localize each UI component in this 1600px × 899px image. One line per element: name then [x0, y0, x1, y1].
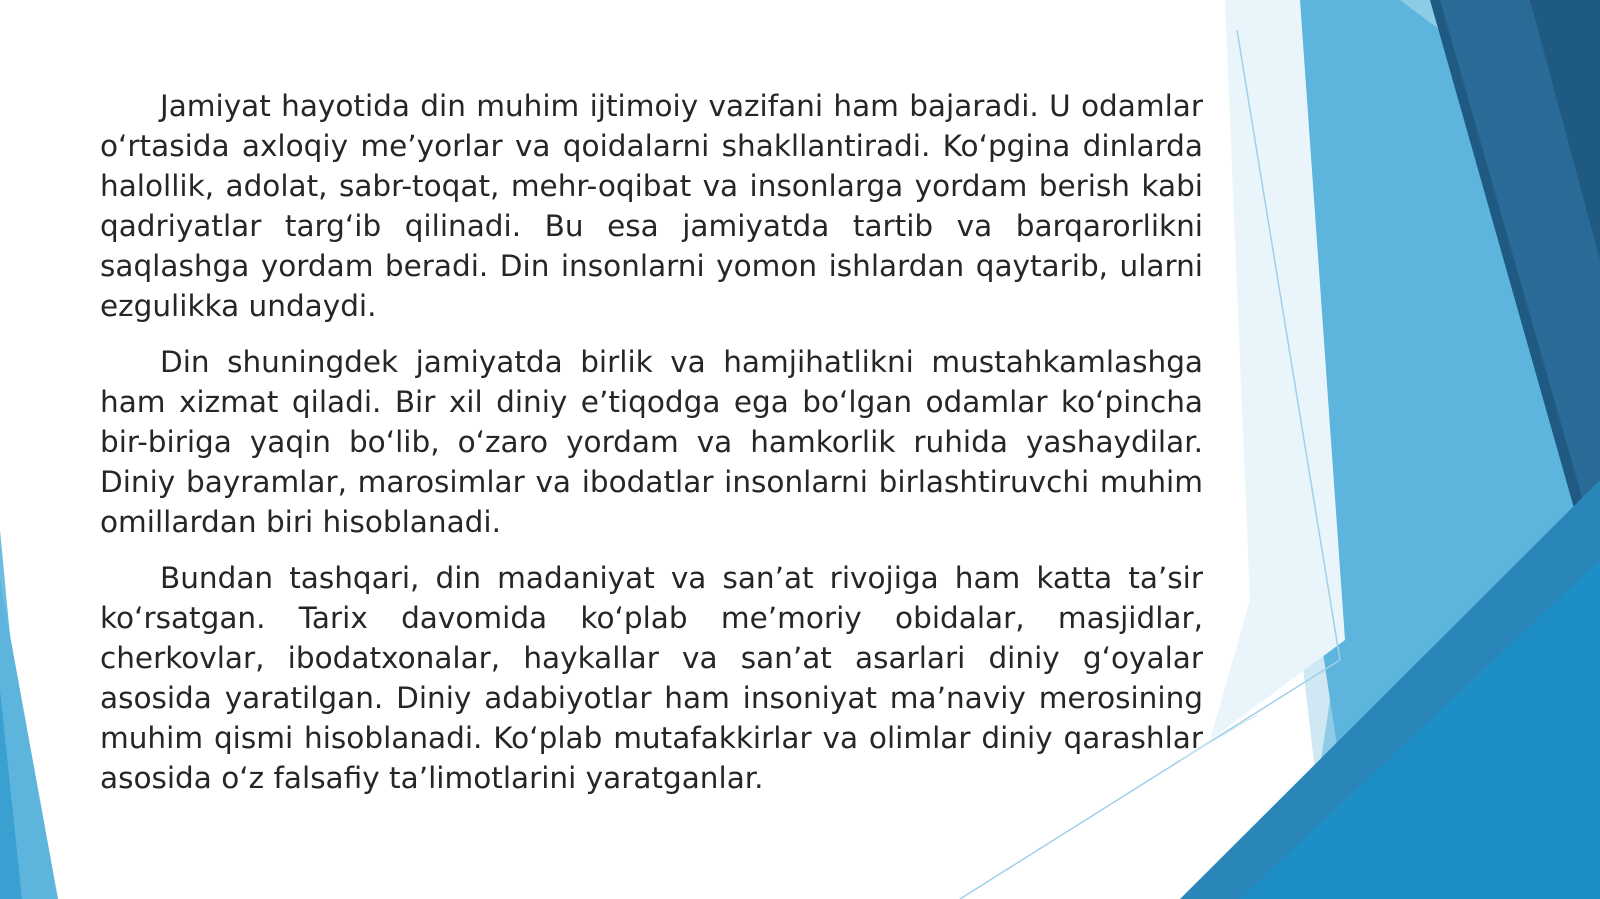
paragraph-2: Din shuningdek jamiyatda birlik va hamjihatlikni mustahkamlashga ham xizmat qiladi. Bir xil diniy e’tiqodga ega bo‘lgan odamlar ko‘pincha bir-biriga yaqin bo‘lib, o‘zaro yordam va hamkorlik ruhida yashaydilar. Diniy bayramlar, marosimlar va ibodatlar insonlarni birlashtiruvchi muhim omillardan biri hisoblanadi. [100, 345, 1203, 539]
paragraph-3: Bundan tashqari, din madaniyat va san’at rivojiga ham katta ta’sir ko‘rsatgan. Tarix davomida ko‘plab me’moriy obidalar, masjidlar, cherkovlar, ibodatxonalar, haykallar va san’at asarlari diniy g‘oyalar asosida yaratilgan. Diniy adabiyotlar ham insoniyat ma’naviy merosining muhim qismi hisoblanadi. Ko‘plab mutafakkirlar va olimlar diniy qarashlar asosida o‘z falsafiy ta’limotlarini yaratganlar. [100, 561, 1203, 795]
slide-text-body [100, 86, 1203, 814]
paragraph-1: Jamiyat hayotida din muhim ijtimoiy vazifani ham bajaradi. U odamlar o‘rtasida axloqiy me’yorlar va qoidalarni shakllantiradi. Ko‘pgina dinlarda halollik, adolat, sabr-toqat, mehr-oqibat va insonlarga yordam berish kabi qadriyatlar targ‘ib qilinadi. Bu esa jamiyatda tartib va barqarorlikni saqlashga yordam beradi. Din insonlarni yomon ishlardan qaytarib, ularni ezgulikka undaydi. [100, 89, 1203, 323]
